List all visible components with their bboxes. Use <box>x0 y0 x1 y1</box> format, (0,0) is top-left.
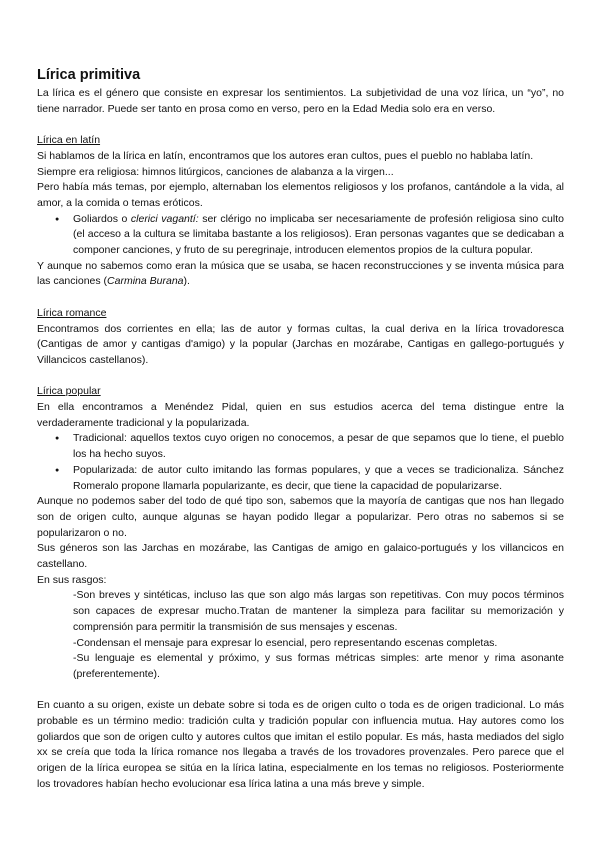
spacer <box>37 683 564 699</box>
popular-paragraph-2: Aunque no podemos saber del todo de qué tipo son, sabemos que la mayoría de cantigas que nos han llegado son de origen culto, aunque algunas se hayan podido llegar a popularizar. Pero otras no sabemos si se popularizaron o no. <box>37 495 564 539</box>
trait-item: -Son breves y sintéticas, incluso las que son algo más largas son repetitivas. Con muy pocos términos son capaces de expresar mucho.Tratan de mantener la simpleza para facilitar su memorización y comprensión para permitir la transmisión de sus mensajes y escenas. <box>73 589 564 633</box>
carmina-burana-title: Carmina Burana <box>107 275 184 288</box>
page-title: Lírica primitiva <box>37 67 141 83</box>
goliardos-lead: Goliardos o <box>73 212 131 225</box>
latin-paragraph-2: Siempre era religiosa: himnos litúrgicos, canciones de alabanza a la virgen... <box>37 165 394 178</box>
latin-bullet-list <box>37 212 564 259</box>
list-item-goliardos <box>73 212 564 259</box>
popular-bullet-list <box>37 431 564 494</box>
popular-paragraph-4: En sus rasgos: <box>37 573 107 586</box>
popular-paragraph-3: Sus géneros son las Jarchas en mozárabe, las Cantigas de amigo en galaico-portugués y los villancicos en castellano. <box>37 542 564 571</box>
trait-item: -Condensan el mensaje para expresar lo esencial, pero representando escenas completas. <box>73 636 498 649</box>
latin-paragraph-4 <box>37 259 564 290</box>
section-heading-romance: Lírica romance <box>37 306 107 319</box>
section-heading-popular: Lírica popular <box>37 385 101 398</box>
goliardos-body: ser clérigo no implicaba ser necesariamente de profesión religiosa sino culto (el acceso a la cultura se limitaba bastante a los religiosos). Eran personas vagantes que se dedicaban a componer canciones, y fruto de su peregrinaje, introducen elementos propios de la cultura popular. <box>73 212 564 257</box>
section-heading-latin: Lírica en latín <box>37 134 101 147</box>
trait-item: -Su lenguaje es elemental y próximo, y sus formas métricas simples: arte menor y rima asonante (preferentemente). <box>73 652 564 680</box>
list-item: ● Tradicional: aquellos textos cuyo origen no conocemos, a pesar de que sepamos que lo tiene, el pueblo los ha hecho suyos. <box>73 431 564 462</box>
origin-paragraph: En cuanto a su origen, existe un debate sobre si toda es de origen culto o toda es de origen tradicional. Lo más probable es un término medio: tradición culta y tradición popular con influencia mutua. Hay autores como los goliardos que son de origen culto y autores cultos que imitan el estilo popular. Es más, hasta mediados del siglo xx se creía que toda la lírica romance nos llegaba a través de los trovadores provenzales. Pero parece que el origen de la lírica europea se sitúa en la lírica latina, especialmente en los temas no religiosos. Posteriormente los trovadores habían hecho evolucionar esa lírica latina a una más breve y simple. <box>37 699 564 790</box>
romance-paragraph: Encontramos dos corrientes en ella; las de autor y formas cultas, la cual deriva en la lírica trovadoresca (Cantigas de amor y cantigas d'amigo) y la popular (Jarchas en mozárabe, Cantigas en gallego-portugués y Villancicos castellanos). <box>37 322 564 366</box>
latin-p4-text: Y aunque no sabemos como eran la música que se usaba, se hacen reconstrucciones y se inventa música para las canciones ( <box>37 259 564 288</box>
latin-paragraph-1: Si hablamos de la lírica en latín, encontramos que los autores eran cultos, pues el pueblo no hablaba latín. <box>37 149 534 162</box>
latin-paragraph-3: Pero había más temas, por ejemplo, alternaban los elementos religiosos y los profanos, cantándole a la vida, al amor, a la comida o temas eróticos. <box>37 181 564 209</box>
clerici-vaganti-term: clerici vagantí: <box>130 212 199 225</box>
latin-p4-close: ). <box>183 275 190 288</box>
list-item: ● Popularizada: de autor culto imitando las formas populares, y que a veces se tradicionaliza. Sánchez Romeralo propone llamarla popularizante, es decir, que tiene la capacidad de popularizarse. <box>73 463 564 494</box>
intro-paragraph: La lírica es el género que consiste en expresar los sentimientos. La subjetividad de una voz lírica, un “yo”, no tiene narrador. Puede ser tanto en prosa como en verso, pero en la Edad Media solo era en verso. <box>37 87 564 115</box>
popular-paragraph-1: En ella encontramos a Menéndez Pidal, quien en sus estudios acerca del tema distingue entre la verdaderamente tradicional y la popularizada. <box>37 401 564 429</box>
